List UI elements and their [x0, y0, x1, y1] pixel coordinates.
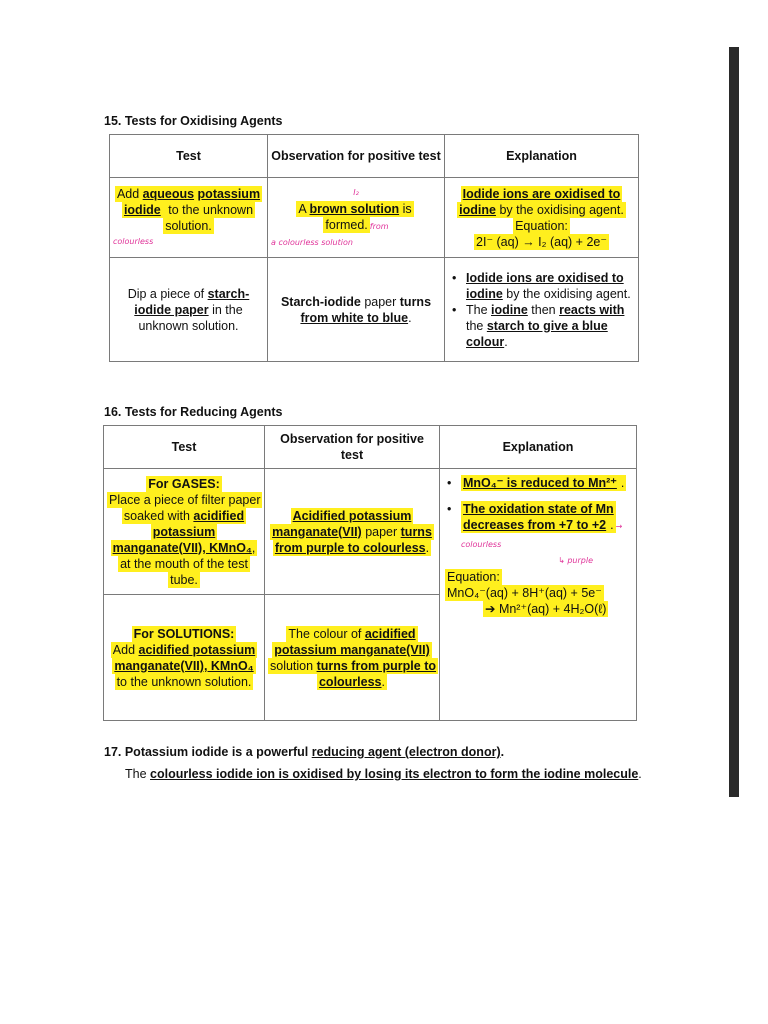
text: acidified potassium manganate(VII), KMnO₄ — [114, 642, 256, 673]
list-item — [448, 270, 635, 302]
red-row2-test — [104, 595, 265, 721]
header-explanation: Explanation — [445, 135, 639, 178]
text: paper — [360, 294, 400, 309]
text: MnO₄⁻ is reduced to Mn²⁺ — [463, 476, 617, 490]
text: turns from purple to colourless — [316, 658, 437, 689]
handwritten-note: ↳ purple — [558, 556, 593, 565]
text: For GASES: — [148, 476, 220, 491]
text: by the oxidising agent. — [495, 202, 624, 217]
text: by the oxidising agent. — [502, 286, 631, 301]
handwritten-note: from — [369, 221, 389, 231]
text: iodine — [491, 302, 528, 317]
text: The colour of — [288, 626, 365, 641]
ox-row2-observation — [268, 258, 445, 362]
text: reacts with — [559, 302, 625, 317]
text: the — [466, 318, 487, 333]
equation: ➔ Mn²⁺(aq) + 4H₂O(ℓ) — [485, 602, 607, 616]
ox-row2-test — [110, 258, 268, 362]
text: starch to give a blue colour — [466, 318, 608, 349]
oxidising-agents-table — [109, 134, 639, 362]
text: potassium iodide — [123, 186, 261, 217]
equation: MnO₄⁻(aq) + 8H⁺(aq) + 5e⁻ — [447, 586, 602, 600]
text: For SOLUTIONS: — [133, 626, 235, 641]
text: paper — [361, 524, 401, 539]
text: A — [298, 201, 310, 216]
text: . — [408, 310, 412, 325]
handwritten-note: colourless — [113, 236, 154, 246]
header-explanation: Explanation — [440, 426, 637, 469]
header-test: Test — [104, 426, 265, 469]
header-observation: Observation for positive test — [265, 426, 440, 469]
list-item — [448, 302, 635, 350]
text: Add — [116, 186, 143, 201]
text: turns — [399, 294, 432, 309]
handwritten-note: → colourless — [461, 522, 623, 549]
red-row1-test — [104, 469, 265, 595]
text: . — [610, 518, 614, 532]
text: 17. Potassium iodide is a powerful — [104, 745, 312, 759]
ox-row1-observation — [268, 178, 445, 258]
text: . — [500, 745, 505, 759]
ox-row1-explanation — [445, 178, 639, 258]
text: formed. — [325, 217, 368, 232]
text: to the unknown solution. — [116, 674, 252, 689]
text: then — [527, 302, 560, 317]
ox-row2-explanation — [445, 258, 639, 362]
text: iodine — [459, 202, 496, 217]
text: in the unknown solution. — [138, 302, 243, 333]
section-17-title — [104, 745, 504, 759]
ox-row1-test — [110, 178, 268, 258]
text: Iodide ions are oxidised to iodine — [466, 270, 624, 301]
text: The oxidation state of Mn decreases from +7 to +2 — [463, 502, 614, 532]
equation-label: Equation: — [515, 218, 568, 233]
text: acidified potassium manganate(VII) — [274, 626, 430, 657]
bullet-list — [443, 475, 633, 553]
text: Place a piece of filter paper soaked with — [109, 492, 261, 523]
text: Iodide ions are oxidised to — [462, 186, 621, 201]
header-observation: Observation for positive test — [268, 135, 445, 178]
red-explanation — [440, 469, 637, 721]
text: The — [125, 767, 151, 781]
bullet-list — [448, 270, 635, 350]
section-16-title: 16. Tests for Reducing Agents — [104, 405, 283, 419]
text: reducing agent (electron donor) — [311, 745, 501, 759]
text: brown solution — [309, 201, 400, 216]
text: . — [620, 476, 625, 490]
text: colourless iodide ion is oxidised by losing its electron to form the iodine molecule — [150, 767, 639, 781]
text: aqueous — [142, 186, 195, 201]
text: Starch-iodide — [280, 294, 361, 309]
text: Add — [112, 642, 139, 657]
text: , at the mouth of the test tube. — [120, 540, 256, 587]
red-row1-observation — [265, 469, 440, 595]
handwritten-note: I₂ — [353, 187, 359, 197]
text: . — [425, 540, 430, 555]
text: from white to blue — [300, 310, 409, 325]
text: . — [504, 334, 508, 349]
text: solution — [270, 658, 317, 673]
equation: 2I⁻ (aq) → I₂ (aq) + 2e⁻ — [476, 234, 607, 249]
text: turns from purple to colourless — [274, 524, 432, 555]
text: . — [381, 674, 385, 689]
reducing-agents-table — [103, 425, 637, 721]
text: to the unknown solution. — [164, 202, 254, 233]
section-15-title: 15. Tests for Oxidising Agents — [104, 114, 283, 128]
handwritten-note: a colourless solution — [271, 237, 353, 247]
list-item — [443, 501, 633, 553]
list-item — [443, 475, 633, 491]
text: . — [638, 767, 642, 781]
text: The — [466, 302, 492, 317]
text: starch-iodide paper — [134, 286, 250, 317]
text: is — [399, 201, 412, 216]
section-17-text — [125, 767, 642, 781]
scrollbar[interactable] — [729, 47, 739, 797]
text: Acidified potassium manganate(VII) — [272, 508, 412, 539]
equation-label: Equation: — [447, 570, 500, 584]
red-row2-observation — [265, 595, 440, 721]
header-test: Test — [110, 135, 268, 178]
text: Dip a piece of — [127, 286, 208, 301]
text: acidified potassium manganate(VII), KMnO₄ — [112, 508, 252, 555]
